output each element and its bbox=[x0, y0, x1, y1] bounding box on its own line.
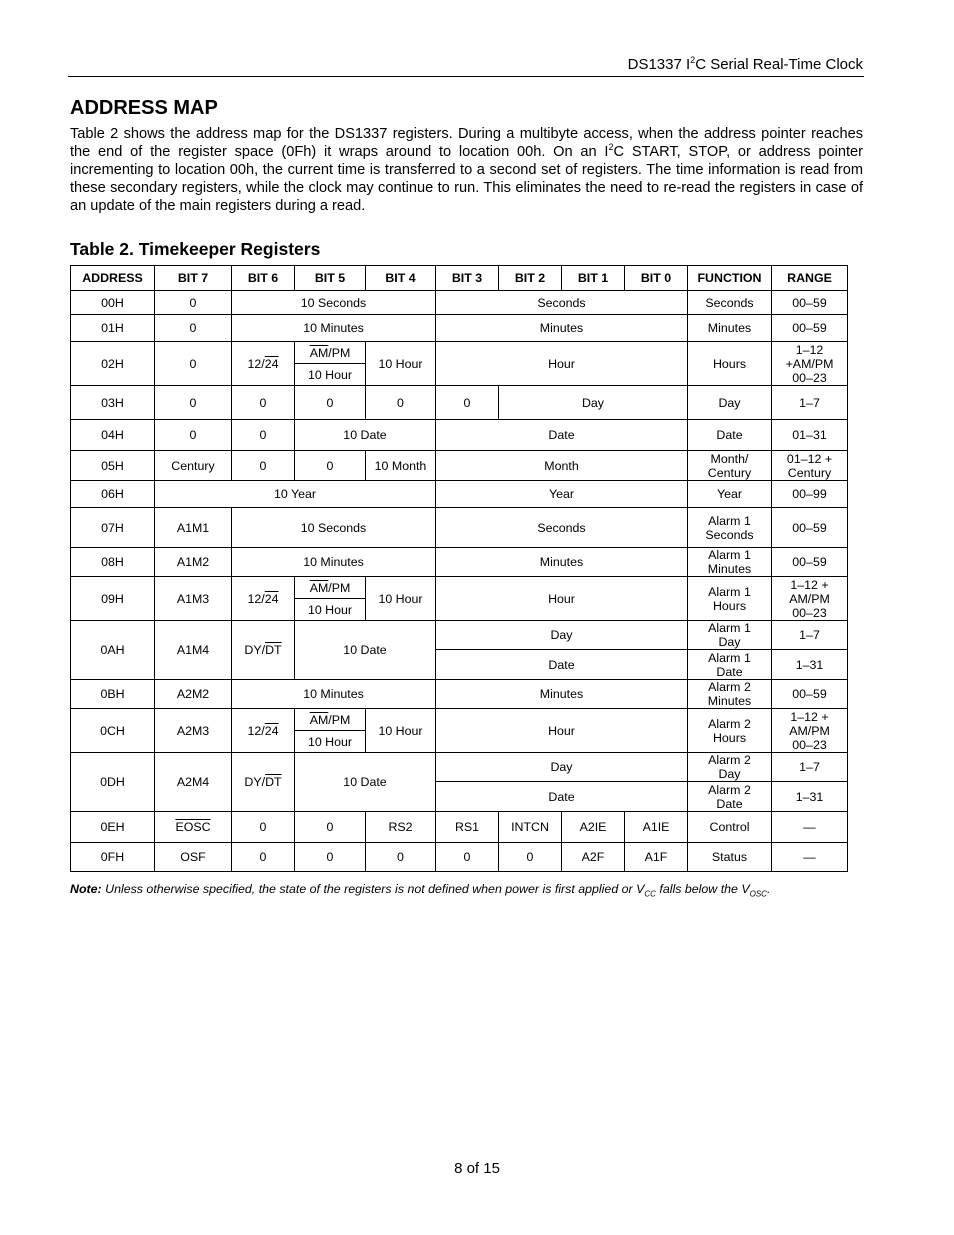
address-cell: 06H bbox=[71, 481, 155, 508]
bit-cell: Day bbox=[499, 386, 688, 420]
bit-cell: 0 bbox=[436, 843, 499, 872]
table-note: Note: Unless otherwise specified, the state of the registers is not defined when power is first applied or $V_{CC}$ falls below the $V_{OSC}$. bbox=[70, 882, 771, 899]
bit-cell: A1IE bbox=[625, 812, 688, 843]
bit-cell: Day bbox=[436, 753, 688, 782]
function-cell: Minutes bbox=[688, 315, 772, 342]
bit-cell: A2M3 bbox=[155, 709, 232, 753]
header-cell: BIT 4 bbox=[366, 266, 436, 291]
bit-cell: 10 Date bbox=[295, 753, 436, 812]
range-cell: 01–12 + Century bbox=[772, 451, 848, 481]
table-row bbox=[71, 621, 848, 650]
bit-cell: 0 bbox=[295, 843, 366, 872]
function-cell: Control bbox=[688, 812, 772, 843]
header-cell: RANGE bbox=[772, 266, 848, 291]
address-cell: 04H bbox=[71, 420, 155, 451]
bit-cell: $DY/\overline{DT}$ bbox=[232, 621, 295, 680]
range-cell: 00–59 bbox=[772, 548, 848, 577]
address-cell: 0FH bbox=[71, 843, 155, 872]
header-cell: BIT 3 bbox=[436, 266, 499, 291]
address-cell: 01H bbox=[71, 315, 155, 342]
bit-cell: A2IE bbox=[562, 812, 625, 843]
bit-cell: 0 bbox=[232, 812, 295, 843]
bit-cell: Hour bbox=[436, 342, 688, 386]
page-number: 8 of 15 bbox=[454, 1160, 500, 1177]
bit-cell: 12/24 bbox=[232, 342, 295, 386]
bit-cell: 12/24 bbox=[232, 577, 295, 621]
bit-cell: 0 bbox=[155, 386, 232, 420]
range-cell: 1–31 bbox=[772, 782, 848, 812]
note-label: Note: bbox=[70, 882, 102, 896]
table-row bbox=[71, 420, 848, 451]
address-cell: 0CH bbox=[71, 709, 155, 753]
header-cell: BIT 1 bbox=[562, 266, 625, 291]
range-cell: 1–12 + AM/PM 00–23 bbox=[772, 709, 848, 753]
bit-cell: 10 Hour bbox=[366, 577, 436, 621]
table-row bbox=[71, 843, 848, 872]
bit-cell: A2M2 bbox=[155, 680, 232, 709]
range-cell: 1–12 + AM/PM 00–23 bbox=[772, 577, 848, 621]
bit-cell: 10 Hour bbox=[295, 731, 366, 753]
bit-cell: 0 bbox=[295, 812, 366, 843]
bit-cell: Minutes bbox=[436, 680, 688, 709]
table-row bbox=[71, 753, 848, 782]
range-cell: 00–59 bbox=[772, 680, 848, 709]
range-cell: 1–31 bbox=[772, 650, 848, 680]
bit-cell: 0 bbox=[232, 420, 295, 451]
bit-cell: Date bbox=[436, 650, 688, 680]
function-cell: Alarm 1 Date bbox=[688, 650, 772, 680]
header-cell: BIT 7 bbox=[155, 266, 232, 291]
bit-cell: Day bbox=[436, 621, 688, 650]
bit-cell: $\overline{AM}/PM$ bbox=[295, 577, 366, 599]
address-cell: 05H bbox=[71, 451, 155, 481]
bit-cell: 0 bbox=[155, 342, 232, 386]
table-row bbox=[71, 481, 848, 508]
bit-cell: Century bbox=[155, 451, 232, 481]
header-cell: BIT 5 bbox=[295, 266, 366, 291]
function-cell: Month/ Century bbox=[688, 451, 772, 481]
bit-cell: Date bbox=[436, 420, 688, 451]
table-row bbox=[71, 680, 848, 709]
address-cell: 02H bbox=[71, 342, 155, 386]
function-cell: Alarm 2 Date bbox=[688, 782, 772, 812]
bit-cell: 10 Month bbox=[366, 451, 436, 481]
table-row bbox=[71, 577, 848, 599]
table-row bbox=[71, 451, 848, 481]
range-cell: 00–59 bbox=[772, 291, 848, 315]
bit-cell: 0 bbox=[499, 843, 562, 872]
function-cell: Hours bbox=[688, 342, 772, 386]
section-title: ADDRESS MAP bbox=[70, 97, 218, 119]
address-cell: 03H bbox=[71, 386, 155, 420]
bit-cell: OSF bbox=[155, 843, 232, 872]
bit-cell: 0 bbox=[232, 386, 295, 420]
header-cell: FUNCTION bbox=[688, 266, 772, 291]
bit-cell: Hour bbox=[436, 577, 688, 621]
table-title: Table 2. Timekeeper Registers bbox=[70, 239, 321, 259]
range-cell: 1–7 bbox=[772, 386, 848, 420]
table-row bbox=[71, 709, 848, 731]
address-cell: 09H bbox=[71, 577, 155, 621]
address-cell: 0EH bbox=[71, 812, 155, 843]
bit-cell: 0 bbox=[295, 451, 366, 481]
header-cell: BIT 0 bbox=[625, 266, 688, 291]
function-cell: Day bbox=[688, 386, 772, 420]
bit-cell: 10 Seconds bbox=[232, 508, 436, 548]
function-cell: Alarm 2 Day bbox=[688, 753, 772, 782]
bit-cell: 10 Date bbox=[295, 621, 436, 680]
table-row bbox=[71, 291, 848, 315]
bit-cell: 0 bbox=[366, 386, 436, 420]
range-cell: 00–99 bbox=[772, 481, 848, 508]
function-cell: Alarm 1 Seconds bbox=[688, 508, 772, 548]
function-cell: Alarm 2 Hours bbox=[688, 709, 772, 753]
table-row bbox=[71, 548, 848, 577]
bit-cell: Hour bbox=[436, 709, 688, 753]
document-header: DS1337 $I^2C$ Serial Real-Time Clock bbox=[627, 55, 863, 73]
address-cell: 07H bbox=[71, 508, 155, 548]
bit-cell: A1F bbox=[625, 843, 688, 872]
bit-cell: 0 bbox=[366, 843, 436, 872]
address-cell: 0BH bbox=[71, 680, 155, 709]
address-cell: 08H bbox=[71, 548, 155, 577]
bit-cell: 0 bbox=[232, 843, 295, 872]
table-row bbox=[71, 508, 848, 548]
bit-cell: 10 Minutes bbox=[232, 680, 436, 709]
bit-cell: Date bbox=[436, 782, 688, 812]
timekeeper-registers-table bbox=[70, 265, 848, 872]
bit-cell: 10 Minutes bbox=[232, 315, 436, 342]
header-rule bbox=[68, 76, 864, 77]
function-cell: Alarm 2 Minutes bbox=[688, 680, 772, 709]
bit-cell: Seconds bbox=[436, 291, 688, 315]
table-row bbox=[71, 342, 848, 364]
bit-cell: 0 bbox=[155, 420, 232, 451]
bit-cell: Month bbox=[436, 451, 688, 481]
bit-cell: RS2 bbox=[366, 812, 436, 843]
bit-cell: $\overline{AM}/PM$ bbox=[295, 709, 366, 731]
bit-cell: Minutes bbox=[436, 548, 688, 577]
header-cell: BIT 2 bbox=[499, 266, 562, 291]
address-cell: 00H bbox=[71, 291, 155, 315]
bit-cell: Minutes bbox=[436, 315, 688, 342]
bit-cell: A1M3 bbox=[155, 577, 232, 621]
header-cell: ADDRESS bbox=[71, 266, 155, 291]
function-cell: Seconds bbox=[688, 291, 772, 315]
bit-cell: 0 bbox=[155, 291, 232, 315]
bit-cell: 10 Hour bbox=[366, 709, 436, 753]
address-cell: 0DH bbox=[71, 753, 155, 812]
bit-cell: 10 Minutes bbox=[232, 548, 436, 577]
bit-cell: Seconds bbox=[436, 508, 688, 548]
address-cell: 0AH bbox=[71, 621, 155, 680]
bit-cell: 0 bbox=[295, 386, 366, 420]
bit-cell: A1M1 bbox=[155, 508, 232, 548]
bit-cell: 10 Seconds bbox=[232, 291, 436, 315]
range-cell: — bbox=[772, 843, 848, 872]
bit-cell: 10 Year bbox=[155, 481, 436, 508]
header-cell: BIT 6 bbox=[232, 266, 295, 291]
range-cell: 1–7 bbox=[772, 753, 848, 782]
bit-cell: A2F bbox=[562, 843, 625, 872]
bit-cell: 10 Hour bbox=[366, 342, 436, 386]
function-cell: Status bbox=[688, 843, 772, 872]
bit-cell: 10 Date bbox=[295, 420, 436, 451]
table-row bbox=[71, 812, 848, 843]
range-cell: 00–59 bbox=[772, 315, 848, 342]
bit-cell: 0 bbox=[155, 315, 232, 342]
table-header-row bbox=[71, 266, 848, 291]
range-cell: 1–12 +AM/PM 00–23 bbox=[772, 342, 848, 386]
bit-cell: 12/24 bbox=[232, 709, 295, 753]
bit-cell: $DY/\overline{DT}$ bbox=[232, 753, 295, 812]
table-row bbox=[71, 386, 848, 420]
bit-cell: A1M4 bbox=[155, 621, 232, 680]
bit-cell: 10 Hour bbox=[295, 599, 366, 621]
bit-cell: EOSC bbox=[155, 812, 232, 843]
table-row bbox=[71, 315, 848, 342]
range-cell: 01–31 bbox=[772, 420, 848, 451]
function-cell: Alarm 1 Day bbox=[688, 621, 772, 650]
bit-cell: 0 bbox=[436, 386, 499, 420]
bit-cell: Year bbox=[436, 481, 688, 508]
bit-cell: A1M2 bbox=[155, 548, 232, 577]
range-cell: 00–59 bbox=[772, 508, 848, 548]
bit-cell: INTCN bbox=[499, 812, 562, 843]
function-cell: Alarm 1 Hours bbox=[688, 577, 772, 621]
section-paragraph: Table 2 shows the address map for the DS1337 registers. During a multibyte access, when the address pointer reaches the end of the register space (0Fh) it wraps around to location 00h. On an $I^2C$ START, STOP, or address pointer incrementing to location 00h, the current time is transferred to a second set of registers. The time information is read from these secondary registers, while the clock may continue to run. This eliminates the need to re-read the registers in case of an update of the main registers during a read. bbox=[70, 126, 863, 214]
bit-cell: 0 bbox=[232, 451, 295, 481]
bit-cell: 10 Hour bbox=[295, 364, 366, 386]
range-cell: — bbox=[772, 812, 848, 843]
bit-cell: RS1 bbox=[436, 812, 499, 843]
bit-cell: $\overline{AM}/PM$ bbox=[295, 342, 366, 364]
function-cell: Alarm 1 Minutes bbox=[688, 548, 772, 577]
function-cell: Date bbox=[688, 420, 772, 451]
range-cell: 1–7 bbox=[772, 621, 848, 650]
bit-cell: A2M4 bbox=[155, 753, 232, 812]
function-cell: Year bbox=[688, 481, 772, 508]
